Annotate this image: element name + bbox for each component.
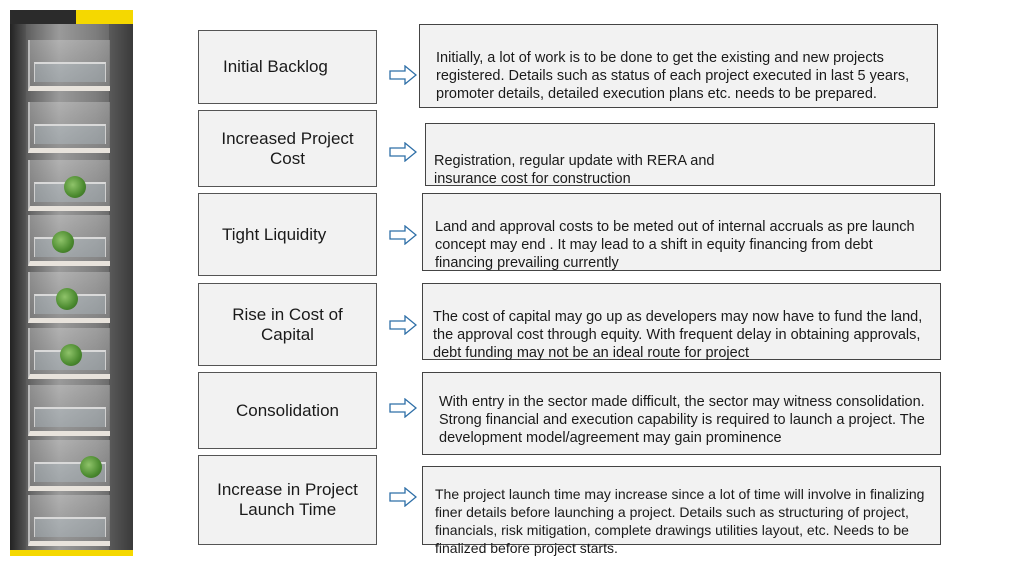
description-text: The project launch time may increase since a lot of time will involve in finalizing finer details before launching a project. Details such as structuring of project, financials, risk mitigation, complete drawings utilities layout, etc. Needs to be finalized before project starts. [435, 486, 925, 556]
description-text: Initially, a lot of work is to be done to get the existing and new projects registered. Details such as status of each project executed in last 5 years, promoter details, detailed execution plans etc. needs to be prepared. [436, 50, 910, 102]
label-initial-backlog [198, 30, 377, 104]
description-text: With entry in the sector made difficult, the sector may witness consolidation. Strong financial and execution capability is required to launch a project. The development model/agreement may gain prominence [439, 394, 925, 446]
description-text: The cost of capital may go up as developers may now have to fund the land, the approval cost through equity. With frequent delay in obtaining approvals, debt funding may not be an ideal route for project [433, 309, 923, 361]
header-accent-yellow [76, 10, 133, 24]
label-rise-in-cost-of-capital [198, 283, 377, 366]
balcony [28, 495, 110, 546]
hollow-right-arrow-icon [389, 487, 417, 507]
description-consolidation [422, 372, 941, 455]
description-tight-liquidity [422, 193, 941, 271]
balcony [28, 385, 110, 436]
hollow-right-arrow-icon [389, 65, 417, 85]
label-text: Tight Liquidity [222, 224, 327, 244]
description-rise-in-cost-of-capital [422, 283, 941, 360]
label-text: Increased Project Cost [221, 128, 354, 168]
label-text: Initial Backlog [223, 57, 328, 76]
description-increased-project-cost [425, 123, 935, 186]
balcony [28, 328, 110, 379]
building-illustration [10, 10, 133, 556]
label-text: Consolidation [235, 400, 339, 420]
description-initial-backlog [419, 24, 938, 108]
balcony [28, 440, 110, 491]
building-wall [109, 24, 133, 556]
label-increase-in-project-launch-time [198, 455, 377, 545]
hollow-right-arrow-icon [389, 225, 417, 245]
balcony [28, 40, 110, 91]
header-accent-dark [10, 10, 76, 24]
balcony [28, 215, 110, 266]
hollow-right-arrow-icon [389, 142, 417, 162]
label-text: Rise in Cost of Capital [232, 304, 343, 344]
balcony [28, 272, 110, 323]
label-text: Increase in Project Launch Time [217, 480, 358, 519]
footer-accent-yellow [10, 550, 133, 556]
balcony [28, 160, 110, 211]
label-consolidation [198, 372, 377, 449]
label-tight-liquidity [198, 193, 377, 276]
balcony [28, 102, 110, 153]
label-increased-project-cost [198, 110, 377, 187]
hollow-right-arrow-icon [389, 398, 417, 418]
description-increase-in-project-launch-time [422, 466, 941, 556]
description-text: Registration, regular update with RERA and insurance cost for construction [434, 153, 715, 187]
hollow-right-arrow-icon [389, 315, 417, 335]
building-column [10, 24, 26, 556]
description-text: Land and approval costs to be meted out of internal accruals as pre launch concept may end . It may lead to a shift in equity financing from debt financing prevailing currently [435, 219, 915, 271]
